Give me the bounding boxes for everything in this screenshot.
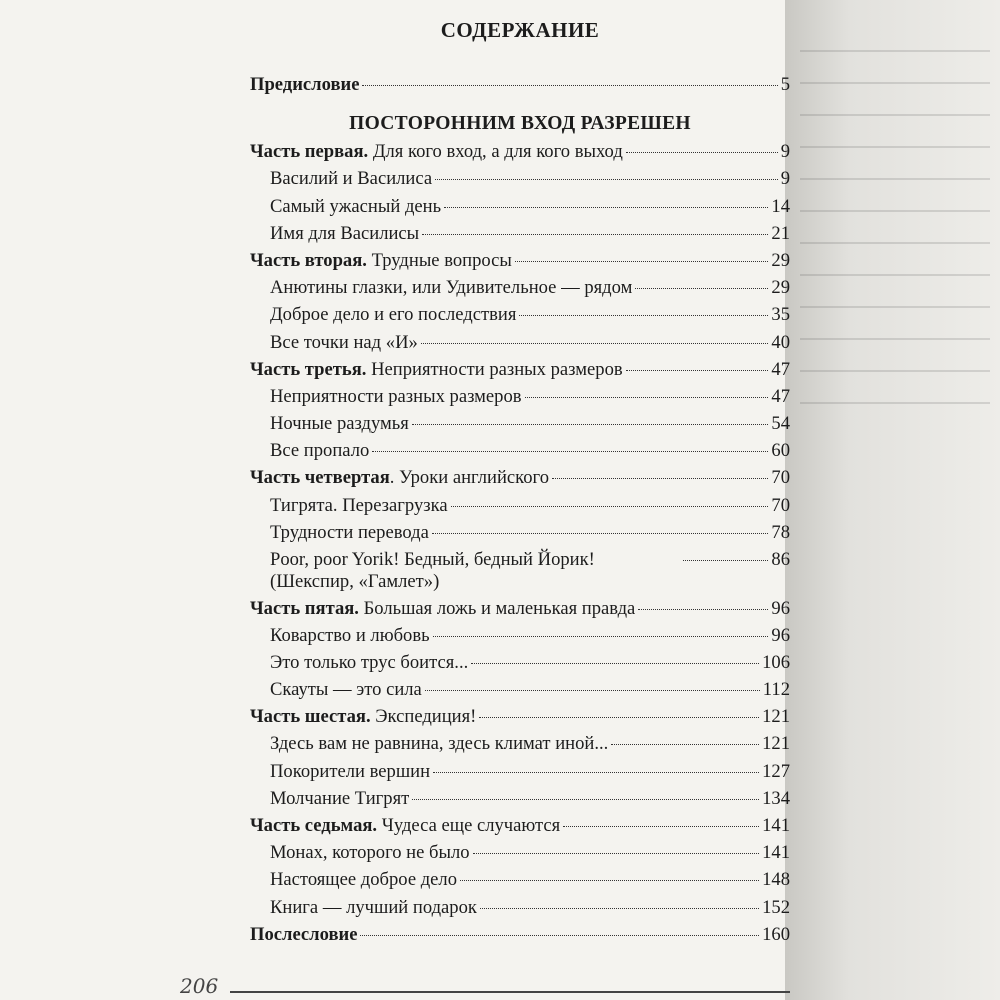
preface-page: 5 <box>780 74 790 95</box>
toc-entry-chapter[interactable] <box>250 788 790 815</box>
entry-title: Молчание Тигрят <box>270 787 410 809</box>
toc-entry-chapter[interactable] <box>250 625 790 652</box>
entry-title <box>250 467 549 489</box>
entry-page-number: 96 <box>771 624 790 646</box>
toc-entry-part[interactable] <box>250 815 790 842</box>
dot-leader <box>519 315 768 316</box>
entry-title <box>250 250 512 272</box>
entry-page-number: 60 <box>771 440 790 462</box>
toc-entry-chapter[interactable] <box>250 277 790 304</box>
part-label: Часть шестая. <box>250 706 376 728</box>
entry-title: Неприятности разных размеров <box>270 385 522 407</box>
entry-page-number: 86 <box>771 549 790 570</box>
entry-page-number: 47 <box>771 385 790 407</box>
entry-title <box>250 598 635 620</box>
dot-leader <box>473 853 760 854</box>
toc-entry-chapter[interactable] <box>250 332 790 359</box>
toc-entry-chapter[interactable] <box>250 223 790 250</box>
dot-leader <box>480 908 759 909</box>
entry-title: Самый ужасный день <box>270 195 442 217</box>
afterword-page: 160 <box>762 923 790 945</box>
entry-title: Покорители вершин <box>270 760 431 782</box>
toc-entry-chapter[interactable] <box>250 549 790 598</box>
entry-page-number: 14 <box>771 195 790 217</box>
toc-entry-part[interactable] <box>250 250 790 277</box>
dot-leader <box>611 744 759 745</box>
toc-entry-chapter[interactable] <box>250 733 790 760</box>
toc-title: СОДЕРЖАНИЕ <box>440 18 600 42</box>
part-title: Неприятности разных размеров <box>371 358 623 380</box>
toc-entry-afterword[interactable] <box>250 924 790 951</box>
dot-leader <box>635 288 768 289</box>
toc-entry-chapter[interactable] <box>250 304 790 331</box>
part-title: Чудеса еще случаются <box>381 815 561 836</box>
part-label: Часть пятая. <box>250 597 364 619</box>
dot-leader <box>435 179 778 180</box>
entry-page-number: 112 <box>762 679 790 701</box>
entry-page-number: 121 <box>762 706 790 728</box>
dot-leader <box>412 424 769 425</box>
part-label: Часть четвертая <box>250 467 390 489</box>
dot-leader <box>525 397 769 398</box>
dot-leader <box>683 560 768 561</box>
dot-leader <box>444 207 768 208</box>
table-of-contents <box>250 74 790 951</box>
dot-leader <box>421 343 769 344</box>
part-title: Экспедиция! <box>375 706 477 728</box>
entry-title: Доброе дело и его последствия <box>270 304 517 326</box>
section-heading: ПОСТОРОННИМ ВХОД РАЗРЕШЕН <box>349 113 691 135</box>
dot-leader <box>638 609 768 610</box>
toc-entry-chapter[interactable] <box>250 386 790 413</box>
afterword-title: Послесловие <box>250 923 358 945</box>
toc-entry-chapter[interactable] <box>250 897 790 924</box>
entry-page-number: 127 <box>762 760 790 782</box>
toc-entry-chapter[interactable] <box>250 842 790 869</box>
entry-page-number: 141 <box>762 815 790 836</box>
entry-page-number: 106 <box>762 651 790 673</box>
toc-entry-part[interactable] <box>250 467 790 494</box>
part-title: . Уроки английского <box>389 467 550 489</box>
toc-entry-chapter[interactable] <box>250 652 790 679</box>
dot-leader <box>479 717 759 718</box>
page-number: 206 <box>180 974 219 998</box>
entry-page-number: 121 <box>762 733 790 755</box>
entry-page-number: 141 <box>762 842 790 864</box>
part-label: Часть седьмая. <box>250 815 382 836</box>
toc-entry-chapter[interactable] <box>250 679 790 706</box>
dot-leader <box>626 152 778 153</box>
dot-leader <box>362 85 777 86</box>
entry-page-number: 9 <box>780 168 790 190</box>
entry-title: Василий и Василиса <box>270 168 433 190</box>
toc-entry-chapter[interactable] <box>250 196 790 223</box>
toc-entry-chapter[interactable] <box>250 522 790 549</box>
entry-title: Poor, poor Yorik! Бедный, бедный Йорик! (Шекспир, «Гамлет») <box>270 549 595 592</box>
dot-leader <box>372 451 768 452</box>
entry-page-number: 78 <box>771 521 790 543</box>
entry-page-number: 40 <box>771 331 790 353</box>
entry-title: Трудности перевода <box>270 521 429 543</box>
entry-title: Все пропало <box>270 440 370 462</box>
entry-page-number: 96 <box>771 597 790 619</box>
entry-title: Все точки над «И» <box>270 331 418 353</box>
entry-title: Настоящее доброе дело <box>270 869 458 891</box>
part-title: Большая ложь и маленькая правда <box>363 597 636 619</box>
toc-entry-part[interactable] <box>250 598 790 625</box>
entry-page-number: 47 <box>771 358 790 380</box>
toc-entry-part[interactable] <box>250 359 790 386</box>
dot-leader <box>515 261 768 262</box>
dot-leader <box>563 826 759 827</box>
entry-title: Ночные раздумья <box>270 413 409 435</box>
dot-leader <box>433 636 769 637</box>
entry-page-number: 21 <box>771 222 790 244</box>
toc-entries <box>250 141 790 924</box>
toc-entry-chapter[interactable] <box>250 413 790 440</box>
entry-title <box>250 706 476 728</box>
dot-leader <box>412 799 759 800</box>
entry-page-number: 152 <box>762 896 790 918</box>
entry-title: Это только трус боится... <box>270 651 469 673</box>
toc-entry-chapter[interactable] <box>250 869 790 896</box>
part-label: Часть третья. <box>250 358 372 380</box>
toc-entry-chapter[interactable] <box>250 495 790 522</box>
entry-title <box>250 141 623 163</box>
entry-page-number: 54 <box>771 413 790 435</box>
toc-entry-chapter[interactable] <box>250 761 790 788</box>
dot-leader <box>552 478 768 479</box>
dot-leader <box>626 370 769 371</box>
entry-page-number: 29 <box>771 277 790 299</box>
entry-page-number: 70 <box>771 494 790 516</box>
entry-page-number: 134 <box>762 787 790 809</box>
entry-title: Монах, которого не было <box>270 842 470 864</box>
entry-title <box>250 359 623 381</box>
entry-title: Скауты — это сила <box>270 679 422 701</box>
entry-title: Коварство и любовь <box>270 624 430 646</box>
entry-page-number: 9 <box>780 141 790 163</box>
entry-page-number: 70 <box>771 467 790 489</box>
entry-page-number: 29 <box>771 249 790 271</box>
toc-entry-part[interactable] <box>250 706 790 733</box>
entry-title <box>250 815 560 837</box>
toc-entry-chapter[interactable] <box>250 440 790 467</box>
part-title: Для кого вход, а для кого выход <box>372 141 623 163</box>
dot-leader <box>460 880 759 881</box>
part-label: Часть первая. <box>250 141 373 163</box>
entry-title: Тигрята. Перезагрузка <box>270 494 448 516</box>
show-through-text <box>800 20 1000 780</box>
dot-leader <box>422 234 768 235</box>
dot-leader <box>433 772 759 773</box>
part-title: Трудные вопросы <box>371 249 512 271</box>
entry-title: Имя для Василисы <box>270 222 420 244</box>
toc-entry-chapter[interactable] <box>250 168 790 195</box>
dot-leader <box>451 506 769 507</box>
entry-page-number: 35 <box>771 304 790 326</box>
part-label: Часть вторая. <box>250 249 372 271</box>
entry-title: Здесь вам не равнина, здесь климат иной... <box>270 733 609 755</box>
toc-entry-preface[interactable] <box>250 74 790 101</box>
dot-leader <box>360 935 759 936</box>
entry-title: Книга — лучший подарок <box>270 896 477 918</box>
dot-leader <box>471 663 759 664</box>
entry-page-number: 148 <box>762 869 790 891</box>
dot-leader <box>432 533 769 534</box>
dot-leader <box>425 690 760 691</box>
footer-rule <box>230 991 790 993</box>
entry-title: Анютины глазки, или Удивительное — рядом <box>270 277 633 299</box>
preface-title: Предисловие <box>250 74 360 95</box>
toc-entry-part[interactable] <box>250 141 790 168</box>
